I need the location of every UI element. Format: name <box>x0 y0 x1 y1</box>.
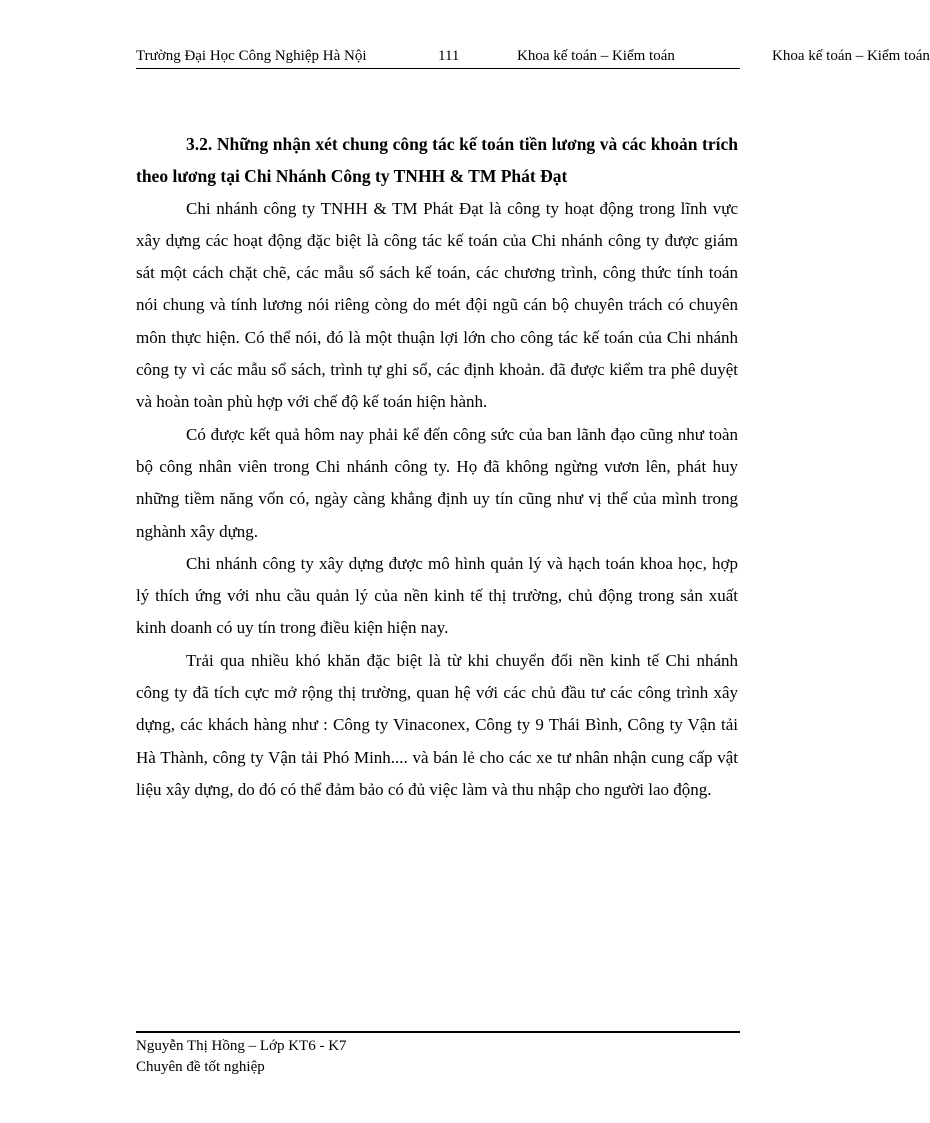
header-department-repeat: Khoa kế toán – Kiểm toán <box>772 48 930 64</box>
page-header <box>136 48 930 70</box>
footer-doc-type: Chuyên đề tốt nghiệp <box>136 1059 265 1075</box>
footer-rule <box>136 1031 740 1033</box>
footer-author: Nguyễn Thị Hồng – Lớp KT6 - K7 <box>136 1038 347 1054</box>
header-department: Khoa kế toán – Kiểm toán <box>517 48 675 64</box>
paragraph-2: Có được kết quả hôm nay phải kể đến công sức của ban lãnh đạo cũng như toàn bộ công nhân viên trong Chi nhánh công ty. Họ đã không ngừng vươn lên, phát huy những tiềm năng vốn có, ngày càng khẳng định uy tín cũng như vị thế của mình trong nghành xây dựng. <box>136 424 738 541</box>
paragraph-1: Chi nhánh công ty TNHH & TM Phát Đạt là công ty hoạt động trong lĩnh vực xây dựng các hoạt động đặc biệt là công tác kế toán của Chi nhánh công ty được giám sát một cách chặt chẽ, các mẫu sổ sách kế toán, các chương trình, công thức tính toán nói chung và tính lương nói riêng còng do mét đội ngũ cán bộ chuyên trách có chuyên môn thực hiện. Có thể nói, đó là một thuận lợi lớn cho công tác kế toán của Chi nhánh công ty vì các mẫu sổ sách, trình tự ghi sổ, các định khoản. đã được kiểm tra phê duyệt và hoàn toàn phù hợp với chế độ kế toán hiện hành. <box>136 198 738 412</box>
header-school: Trường Đại Học Công Nghiệp Hà Nội <box>136 48 367 64</box>
paragraph-3: Chi nhánh công ty xây dựng được mô hình quản lý và hạch toán khoa học, hợp lý thích ứng với nhu cầu quản lý của nền kinh tế thị trường, chủ động trong sản xuất kinh doanh có uy tín trong điều kiện hiện nay. <box>136 553 738 638</box>
paragraph-4: Trải qua nhiều khó khăn đặc biệt là từ khi chuyển đổi nền kinh tế Chi nhánh công ty đã tích cực mở rộng thị trường, quan hệ với các chủ đầu tư các công trình xây dựng, các khách hàng như : Công ty Vinaconex, Công ty 9 Thái Bình, Công ty Vận tải Hà Thành, công ty Vận tải Phó Minh.... và bán lẻ cho các xe tư nhân nhận cung cấp vật liệu xây dựng, do đó có thể đảm bảo có đủ việc làm và thu nhập cho người lao động. <box>136 650 738 799</box>
page-body <box>136 128 738 806</box>
header-rule <box>136 68 740 69</box>
header-page-number: 111 <box>438 48 460 64</box>
page-footer <box>136 1036 347 1078</box>
section-title: 3.2. Những nhận xét chung công tác kế toán tiền lương và các khoản trích theo lương tại Chi Nhánh Công ty TNHH & TM Phát Đạt <box>136 134 738 187</box>
